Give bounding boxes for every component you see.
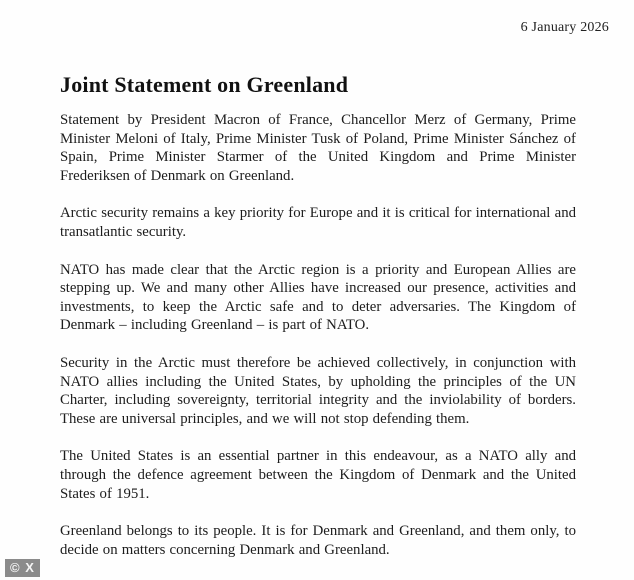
document-date: 6 January 2026	[520, 20, 609, 35]
document-body	[60, 111, 576, 578]
statement-paragraph: Greenland belongs to its people. It is for Denmark and Greenland, and them only, to decide on matters concerning Denmark and Greenland.	[60, 523, 576, 558]
statement-paragraph: Security in the Arctic must therefore be achieved collectively, in conjunction with NATO allies including the United States, by upholding the principles of the UN Charter, including sovereignty, territorial integrity and the inviolability of borders. These are universal principles, and we will not stop defending them.	[60, 354, 576, 427]
document-title: Joint Statement on Greenland	[60, 72, 349, 97]
statement-paragraph: Statement by President Macron of France, Chancellor Merz of Germany, Prime Minister Meloni of Italy, Prime Minister Tusk of Poland, Prime Minister Sánchez of Spain, Prime Minister Starmer of the United Kingdom and Prime Minister Frederiksen of Denmark on Greenland.	[60, 112, 576, 184]
statement-paragraph: Arctic security remains a key priority for Europe and it is critical for international and transatlantic security.	[60, 205, 576, 240]
statement-paragraph: The United States is an essential partner in this endeavour, as a NATO ally and through the defence agreement between the Kingdom of Denmark and the United States of 1951.	[60, 448, 576, 502]
x-logo-watermark: © X	[5, 559, 40, 577]
statement-paragraph: NATO has made clear that the Arctic region is a priority and European Allies are stepping up. We and many other Allies have increased our presence, activities and investments, to keep the Arctic safe and to deter adversaries. The Kingdom of Denmark – including Greenland – is part of NATO.	[60, 261, 576, 334]
